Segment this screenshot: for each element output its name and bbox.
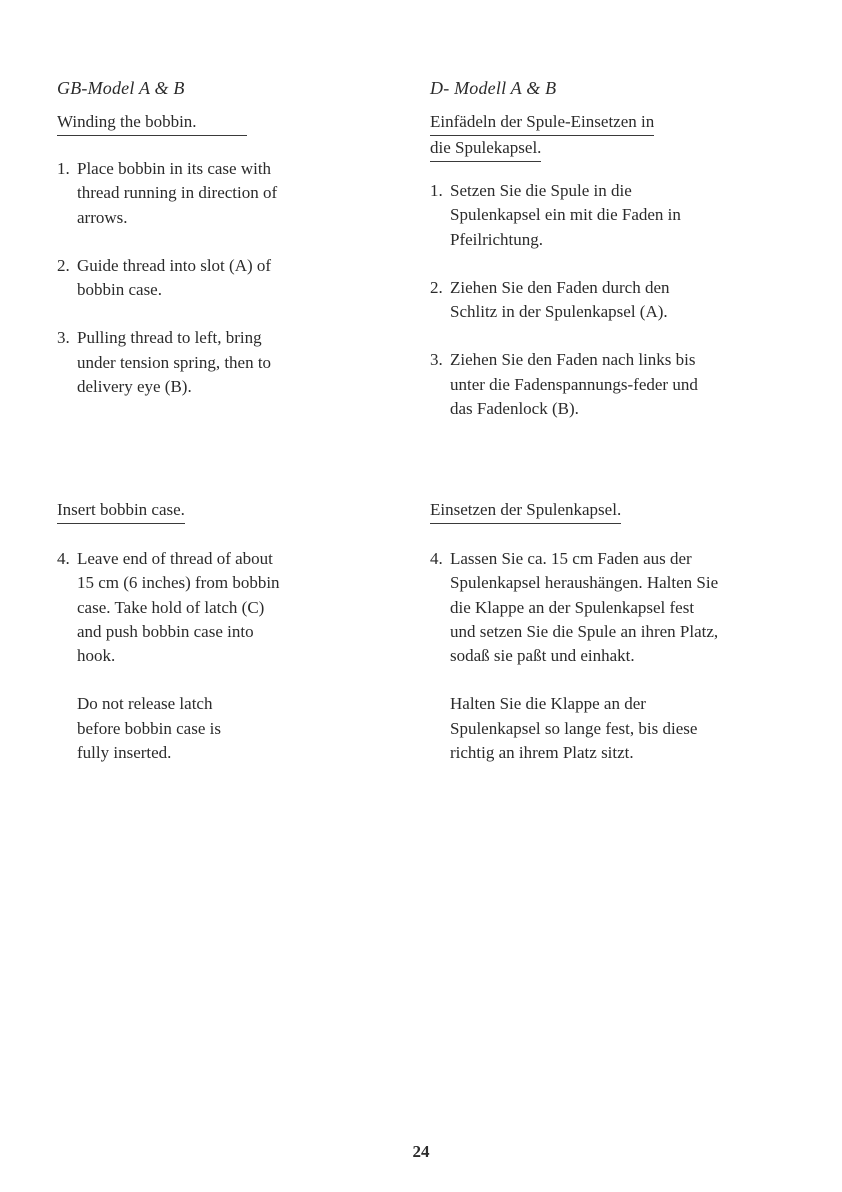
- page-number: 24: [412, 1142, 430, 1161]
- german-step-4: 4. Lassen Sie ca. 15 cm Faden aus der Spulenkapsel heraushängen. Halten Sie die Klappe an der Spulenkapsel fest und setzen Sie die Spule an ihren Platz, sodaß sie paßt und einhakt.: [430, 549, 719, 666]
- english-model-title: GB-Model A & B: [57, 78, 185, 98]
- einsetzen-section: [430, 498, 621, 524]
- german-step-3: 3. Ziehen Sie den Faden nach links bis unter die Fadenspannungs-feder und das Fadenlock (B).: [430, 350, 698, 419]
- english-latch-note: Do not release latch before bobbin case is fully inserted.: [77, 694, 221, 763]
- einsetzen-heading: Einsetzen der Spulenkapsel.: [430, 498, 621, 524]
- english-step-2: 2. Guide thread into slot (A) of bobbin case.: [57, 255, 272, 300]
- insert-bobbin-heading: Insert bobbin case.: [57, 498, 185, 524]
- winding-bobbin-heading: Winding the bobbin.: [57, 110, 247, 136]
- english-step-1: 1. Place bobbin in its case with thread running in direction of arrows.: [57, 159, 278, 227]
- english-step-4-block: [57, 547, 285, 765]
- german-model-title: D- Modell A & B: [430, 78, 557, 98]
- german-step-1: 1. Setzen Sie die Spule in die Spulenkapsel ein mit die Faden in Pfeilrichtung.: [430, 181, 681, 249]
- german-step-2: 2. Ziehen Sie den Faden durch den Schlitz in der Spulenkapsel (A).: [430, 277, 670, 322]
- german-column: [430, 76, 790, 162]
- english-step-3: 3. Pulling thread to left, bring under tension spring, then to delivery eye (B).: [57, 328, 272, 397]
- english-step-4: 4. Leave end of thread of about 15 cm (6 inches) from bobbin case. Take hold of latch (C) and push bobbin case into hook.: [57, 549, 280, 666]
- german-heading-1-line2: die Spulekapsel.: [430, 136, 541, 162]
- english-column: [57, 76, 377, 136]
- german-latch-note: Halten Sie die Klappe an der Spulenkapsel so lange fest, bis diese richtig an ihrem Platz sitzt.: [450, 694, 698, 763]
- german-steps-list: [430, 179, 720, 421]
- german-heading-1: [430, 110, 790, 162]
- english-steps-list: [57, 157, 297, 399]
- german-step-4-block: [430, 547, 720, 765]
- insert-bobbin-section: [57, 498, 185, 524]
- german-heading-1-line1: Einfädeln der Spule-Einsetzen in: [430, 110, 654, 136]
